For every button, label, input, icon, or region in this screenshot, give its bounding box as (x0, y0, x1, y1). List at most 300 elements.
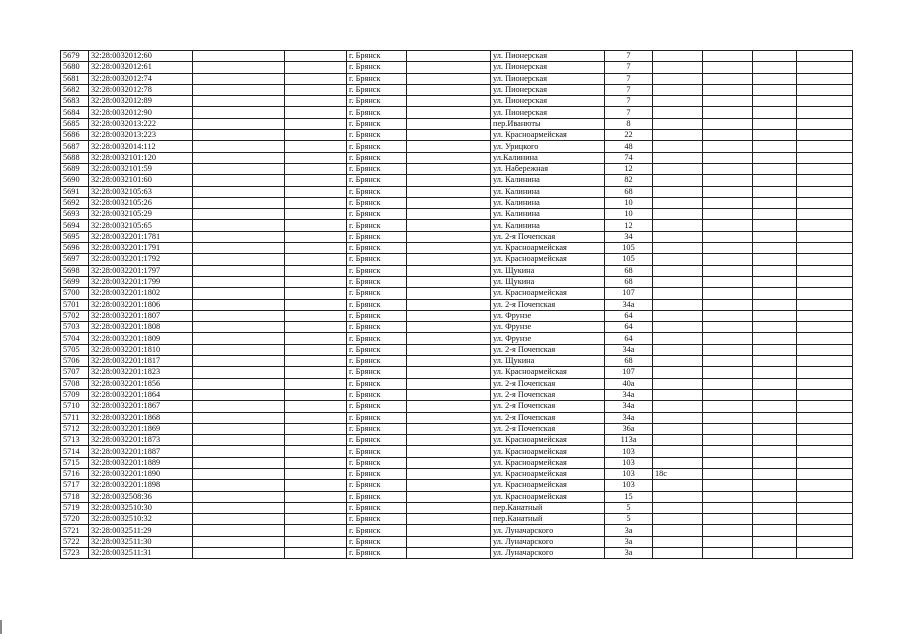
cell-street: ул. Красноармейская (491, 491, 605, 502)
cell-row-number: 5714 (61, 446, 89, 457)
cell-blank-col-6 (407, 152, 491, 163)
table-row (61, 367, 853, 378)
cell-street: ул. Пионерская (491, 84, 605, 95)
table-row (61, 344, 853, 355)
cell-blank-col-3 (193, 197, 285, 208)
cell-blank-col-4 (285, 367, 347, 378)
cell-cadastral-number: 32:28:0032510:32 (89, 514, 193, 525)
cell-building (653, 254, 703, 265)
cell-blank-col-4 (285, 468, 347, 479)
cell-street: ул. Пионерская (491, 73, 605, 84)
cell-building (653, 536, 703, 547)
cell-building: 18с (653, 468, 703, 479)
cell-house-number: 40а (605, 378, 653, 389)
cell-cadastral-number: 32:28:0032201:1781 (89, 231, 193, 242)
cell-row-number: 5706 (61, 356, 89, 367)
cell-house-number: 34а (605, 389, 653, 400)
cell-building (653, 51, 703, 62)
cell-cadastral-number: 32:28:0032201:1887 (89, 446, 193, 457)
cell-building (653, 389, 703, 400)
cell-cadastral-number: 32:28:0032105:29 (89, 209, 193, 220)
cell-building (653, 209, 703, 220)
cell-street: ул. Набережная (491, 163, 605, 174)
cell-blank-col-10 (703, 457, 753, 468)
cell-blank-col-10 (703, 548, 753, 559)
cell-street: ул. Луначарского (491, 548, 605, 559)
cell-blank-col-6 (407, 107, 491, 118)
cell-blank-col-12 (797, 288, 853, 299)
table-row (61, 333, 853, 344)
cell-blank-col-12 (797, 491, 853, 502)
cell-blank-col-12 (797, 356, 853, 367)
cell-city: г. Брянск (347, 243, 407, 254)
cell-row-number: 5707 (61, 367, 89, 378)
cell-building (653, 480, 703, 491)
cell-house-number: 7 (605, 62, 653, 73)
cell-house-number: 68 (605, 265, 653, 276)
cell-blank-col-3 (193, 231, 285, 242)
cell-blank-col-3 (193, 333, 285, 344)
cell-city: г. Брянск (347, 423, 407, 434)
cell-cadastral-number: 32:28:0032105:65 (89, 220, 193, 231)
table-row (61, 84, 853, 95)
table-row (61, 412, 853, 423)
cell-house-number: 7 (605, 84, 653, 95)
cell-street: ул. Красноармейская (491, 243, 605, 254)
cell-blank-col-4 (285, 51, 347, 62)
cell-blank-col-11 (753, 62, 797, 73)
cell-blank-col-11 (753, 163, 797, 174)
cell-blank-col-3 (193, 344, 285, 355)
table-row (61, 457, 853, 468)
cell-blank-col-12 (797, 548, 853, 559)
cell-blank-col-3 (193, 423, 285, 434)
cell-city: г. Брянск (347, 73, 407, 84)
cell-cadastral-number: 32:28:0032201:1873 (89, 435, 193, 446)
cell-blank-col-11 (753, 412, 797, 423)
cell-city: г. Брянск (347, 288, 407, 299)
cell-row-number: 5713 (61, 435, 89, 446)
cell-building (653, 62, 703, 73)
cell-blank-col-4 (285, 73, 347, 84)
cell-blank-col-11 (753, 51, 797, 62)
cell-cadastral-number: 32:28:0032201:1792 (89, 254, 193, 265)
cell-building (653, 163, 703, 174)
cell-blank-col-12 (797, 163, 853, 174)
cell-house-number: 103 (605, 468, 653, 479)
cell-row-number: 5687 (61, 141, 89, 152)
cell-blank-col-12 (797, 96, 853, 107)
cell-city: г. Брянск (347, 51, 407, 62)
cell-house-number: 103 (605, 446, 653, 457)
cell-blank-col-11 (753, 378, 797, 389)
table-row (61, 152, 853, 163)
cell-city: г. Брянск (347, 254, 407, 265)
table-row (61, 186, 853, 197)
cell-blank-col-10 (703, 356, 753, 367)
cell-street: ул. Луначарского (491, 525, 605, 536)
cell-row-number: 5696 (61, 243, 89, 254)
cell-cadastral-number: 32:28:0032511:31 (89, 548, 193, 559)
cell-blank-col-12 (797, 401, 853, 412)
cell-street: ул. Урицкого (491, 141, 605, 152)
cell-blank-col-10 (703, 141, 753, 152)
cell-row-number: 5688 (61, 152, 89, 163)
table-row (61, 525, 853, 536)
cell-blank-col-10 (703, 480, 753, 491)
cell-blank-col-12 (797, 412, 853, 423)
cell-cadastral-number: 32:28:0032201:1806 (89, 299, 193, 310)
cell-house-number: 7 (605, 107, 653, 118)
cell-blank-col-4 (285, 175, 347, 186)
cell-cadastral-number: 32:28:0032201:1802 (89, 288, 193, 299)
cell-city: г. Брянск (347, 457, 407, 468)
cell-city: г. Брянск (347, 514, 407, 525)
cell-blank-col-3 (193, 299, 285, 310)
cell-blank-col-4 (285, 435, 347, 446)
cell-blank-col-4 (285, 525, 347, 536)
cell-street: ул. Луначарского (491, 536, 605, 547)
cell-building (653, 130, 703, 141)
table-row (61, 401, 853, 412)
table-row (61, 51, 853, 62)
cell-cadastral-number: 32:28:0032013:223 (89, 130, 193, 141)
cell-row-number: 5685 (61, 118, 89, 129)
cell-row-number: 5705 (61, 344, 89, 355)
cell-blank-col-4 (285, 265, 347, 276)
cell-house-number: 8 (605, 118, 653, 129)
cell-house-number: 7 (605, 51, 653, 62)
cell-row-number: 5689 (61, 163, 89, 174)
cell-blank-col-6 (407, 435, 491, 446)
cell-blank-col-6 (407, 299, 491, 310)
cell-blank-col-12 (797, 367, 853, 378)
cell-blank-col-4 (285, 107, 347, 118)
cell-blank-col-12 (797, 536, 853, 547)
cell-blank-col-3 (193, 186, 285, 197)
cell-blank-col-10 (703, 468, 753, 479)
cell-cadastral-number: 32:28:0032101:120 (89, 152, 193, 163)
cell-row-number: 5712 (61, 423, 89, 434)
cell-blank-col-3 (193, 389, 285, 400)
cell-street: ул. Калинина (491, 197, 605, 208)
cell-blank-col-4 (285, 243, 347, 254)
cell-blank-col-3 (193, 141, 285, 152)
cell-blank-col-4 (285, 276, 347, 287)
cell-house-number: 68 (605, 276, 653, 287)
cell-blank-col-10 (703, 163, 753, 174)
cell-house-number: 7 (605, 73, 653, 84)
cell-cadastral-number: 32:28:0032201:1809 (89, 333, 193, 344)
cell-blank-col-11 (753, 344, 797, 355)
cell-blank-col-10 (703, 220, 753, 231)
cell-building (653, 356, 703, 367)
cell-blank-col-3 (193, 220, 285, 231)
cell-house-number: 34а (605, 344, 653, 355)
cell-city: г. Брянск (347, 231, 407, 242)
cell-cadastral-number: 32:28:0032012:90 (89, 107, 193, 118)
cell-blank-col-6 (407, 84, 491, 95)
cell-blank-col-10 (703, 265, 753, 276)
cell-house-number: 64 (605, 322, 653, 333)
cell-street: ул. 2-я Почепская (491, 344, 605, 355)
cell-row-number: 5711 (61, 412, 89, 423)
cell-blank-col-10 (703, 310, 753, 321)
cell-blank-col-11 (753, 310, 797, 321)
table-row (61, 107, 853, 118)
cell-row-number: 5717 (61, 480, 89, 491)
cell-blank-col-6 (407, 491, 491, 502)
cell-blank-col-6 (407, 322, 491, 333)
cell-city: г. Брянск (347, 310, 407, 321)
cell-house-number: 103 (605, 480, 653, 491)
cell-house-number: 105 (605, 243, 653, 254)
cell-row-number: 5719 (61, 502, 89, 513)
cell-city: г. Брянск (347, 548, 407, 559)
cell-blank-col-3 (193, 401, 285, 412)
table-row (61, 423, 853, 434)
cell-blank-col-4 (285, 130, 347, 141)
cell-building (653, 423, 703, 434)
cell-building (653, 378, 703, 389)
cell-blank-col-12 (797, 152, 853, 163)
cell-row-number: 5684 (61, 107, 89, 118)
registry-table (60, 50, 853, 559)
cell-blank-col-12 (797, 220, 853, 231)
cell-blank-col-12 (797, 141, 853, 152)
cell-row-number: 5695 (61, 231, 89, 242)
cell-cadastral-number: 32:28:0032012:78 (89, 84, 193, 95)
cell-blank-col-4 (285, 412, 347, 423)
cell-blank-col-12 (797, 378, 853, 389)
cell-blank-col-11 (753, 254, 797, 265)
cell-blank-col-4 (285, 446, 347, 457)
cell-building (653, 175, 703, 186)
cell-blank-col-4 (285, 310, 347, 321)
table-row (61, 243, 853, 254)
cell-cadastral-number: 32:28:0032105:26 (89, 197, 193, 208)
cell-blank-col-4 (285, 401, 347, 412)
table-row (61, 514, 853, 525)
cell-city: г. Брянск (347, 344, 407, 355)
cell-blank-col-10 (703, 231, 753, 242)
cell-row-number: 5720 (61, 514, 89, 525)
cell-cadastral-number: 32:28:0032201:1817 (89, 356, 193, 367)
cell-city: г. Брянск (347, 265, 407, 276)
cell-building (653, 502, 703, 513)
cell-blank-col-11 (753, 84, 797, 95)
cell-blank-col-3 (193, 310, 285, 321)
table-row (61, 141, 853, 152)
table-row (61, 378, 853, 389)
cell-street: ул. Красноармейская (491, 457, 605, 468)
cell-blank-col-3 (193, 51, 285, 62)
cell-blank-col-4 (285, 118, 347, 129)
cell-building (653, 310, 703, 321)
cell-blank-col-10 (703, 333, 753, 344)
cell-house-number: 12 (605, 163, 653, 174)
cell-row-number: 5690 (61, 175, 89, 186)
cell-blank-col-10 (703, 197, 753, 208)
cell-building (653, 186, 703, 197)
cell-row-number: 5709 (61, 389, 89, 400)
cell-blank-col-4 (285, 333, 347, 344)
cell-blank-col-4 (285, 209, 347, 220)
cell-city: г. Брянск (347, 163, 407, 174)
cell-blank-col-4 (285, 141, 347, 152)
cell-building (653, 265, 703, 276)
cell-blank-col-12 (797, 480, 853, 491)
cell-street: ул. 2-я Почепская (491, 299, 605, 310)
table-row (61, 209, 853, 220)
cell-blank-col-6 (407, 502, 491, 513)
cell-blank-col-6 (407, 62, 491, 73)
cell-blank-col-3 (193, 84, 285, 95)
cell-row-number: 5692 (61, 197, 89, 208)
cell-row-number: 5716 (61, 468, 89, 479)
cell-city: г. Брянск (347, 468, 407, 479)
cell-blank-col-4 (285, 491, 347, 502)
cell-house-number: 15 (605, 491, 653, 502)
cell-blank-col-3 (193, 446, 285, 457)
cell-blank-col-6 (407, 389, 491, 400)
cell-street: ул. Красноармейская (491, 130, 605, 141)
cell-blank-col-10 (703, 96, 753, 107)
cell-street: ул. Красноармейская (491, 480, 605, 491)
cell-city: г. Брянск (347, 130, 407, 141)
cell-blank-col-10 (703, 491, 753, 502)
cell-row-number: 5703 (61, 322, 89, 333)
cell-blank-col-6 (407, 197, 491, 208)
cell-blank-col-12 (797, 107, 853, 118)
cell-house-number: 107 (605, 288, 653, 299)
cell-house-number: 36а (605, 423, 653, 434)
cell-blank-col-11 (753, 536, 797, 547)
cell-blank-col-12 (797, 310, 853, 321)
cell-city: г. Брянск (347, 276, 407, 287)
cell-blank-col-4 (285, 423, 347, 434)
cell-row-number: 5722 (61, 536, 89, 547)
cell-city: г. Брянск (347, 118, 407, 129)
cell-blank-col-11 (753, 548, 797, 559)
cell-blank-col-4 (285, 96, 347, 107)
cell-building (653, 514, 703, 525)
cell-blank-col-3 (193, 514, 285, 525)
cell-street: ул. Пионерская (491, 96, 605, 107)
table-row (61, 299, 853, 310)
cell-house-number: 10 (605, 197, 653, 208)
cell-street: ул. Калинина (491, 175, 605, 186)
cell-city: г. Брянск (347, 322, 407, 333)
cell-blank-col-6 (407, 118, 491, 129)
scan-edge-mark (0, 620, 2, 634)
cell-city: г. Брянск (347, 401, 407, 412)
cell-cadastral-number: 32:28:0032201:1810 (89, 344, 193, 355)
cell-blank-col-6 (407, 163, 491, 174)
cell-street: ул. 2-я Почепская (491, 389, 605, 400)
cell-building (653, 322, 703, 333)
cell-blank-col-10 (703, 423, 753, 434)
table-row (61, 446, 853, 457)
cell-blank-col-4 (285, 62, 347, 73)
table-row (61, 389, 853, 400)
cell-cadastral-number: 32:28:0032013:222 (89, 118, 193, 129)
cell-blank-col-3 (193, 62, 285, 73)
cell-row-number: 5701 (61, 299, 89, 310)
cell-blank-col-12 (797, 254, 853, 265)
cell-house-number: 48 (605, 141, 653, 152)
cell-blank-col-10 (703, 525, 753, 536)
cell-blank-col-6 (407, 378, 491, 389)
cell-house-number: 68 (605, 356, 653, 367)
cell-blank-col-11 (753, 107, 797, 118)
cell-cadastral-number: 32:28:0032101:59 (89, 163, 193, 174)
cell-blank-col-12 (797, 389, 853, 400)
cell-blank-col-12 (797, 333, 853, 344)
cell-city: г. Брянск (347, 96, 407, 107)
cell-blank-col-3 (193, 491, 285, 502)
cell-blank-col-12 (797, 84, 853, 95)
cell-blank-col-6 (407, 175, 491, 186)
cell-street: ул. Щукина (491, 356, 605, 367)
table-row (61, 356, 853, 367)
cell-blank-col-6 (407, 536, 491, 547)
cell-house-number: 34а (605, 401, 653, 412)
cell-blank-col-3 (193, 96, 285, 107)
cell-cadastral-number: 32:28:0032201:1898 (89, 480, 193, 491)
cell-cadastral-number: 32:28:0032105:63 (89, 186, 193, 197)
cell-blank-col-6 (407, 344, 491, 355)
cell-street: пер.Канатный (491, 502, 605, 513)
cell-house-number: 12 (605, 220, 653, 231)
cell-blank-col-6 (407, 310, 491, 321)
cell-blank-col-10 (703, 378, 753, 389)
cell-blank-col-12 (797, 175, 853, 186)
cell-building (653, 243, 703, 254)
cell-blank-col-6 (407, 276, 491, 287)
cell-blank-col-3 (193, 243, 285, 254)
cell-building (653, 457, 703, 468)
cell-blank-col-11 (753, 457, 797, 468)
cell-blank-col-11 (753, 322, 797, 333)
cell-building (653, 435, 703, 446)
cell-blank-col-4 (285, 536, 347, 547)
cell-house-number: 64 (605, 310, 653, 321)
cell-city: г. Брянск (347, 412, 407, 423)
cell-street: ул. Красноармейская (491, 288, 605, 299)
cell-row-number: 5704 (61, 333, 89, 344)
cell-blank-col-4 (285, 344, 347, 355)
cell-street: ул. 2-я Почепская (491, 412, 605, 423)
table-row (61, 231, 853, 242)
cell-building (653, 231, 703, 242)
cell-building (653, 84, 703, 95)
cell-blank-col-11 (753, 152, 797, 163)
cell-city: г. Брянск (347, 446, 407, 457)
cell-city: г. Брянск (347, 480, 407, 491)
cell-blank-col-3 (193, 288, 285, 299)
cell-house-number: 103 (605, 457, 653, 468)
cell-city: г. Брянск (347, 299, 407, 310)
cell-street: ул. Фрунзе (491, 333, 605, 344)
cell-blank-col-3 (193, 276, 285, 287)
cell-blank-col-12 (797, 118, 853, 129)
cell-street: ул. Щукина (491, 276, 605, 287)
cell-house-number: 105 (605, 254, 653, 265)
cell-street: ул. Щукина (491, 265, 605, 276)
cell-blank-col-11 (753, 276, 797, 287)
cell-street: ул. Красноармейская (491, 367, 605, 378)
